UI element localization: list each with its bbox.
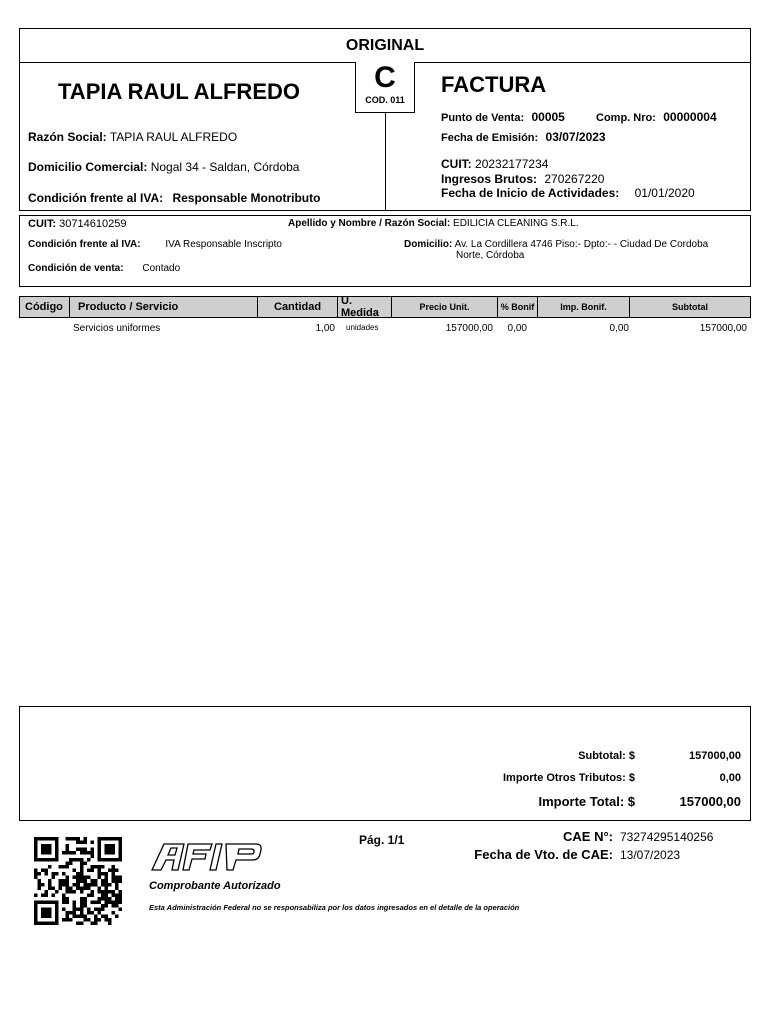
vertical-divider xyxy=(385,113,386,211)
punto-venta-value: 00005 xyxy=(531,110,565,124)
inicio-actividades xyxy=(441,186,695,200)
client-cuit-label: CUIT: xyxy=(28,218,57,230)
cae-label: CAE N°: xyxy=(563,829,613,844)
client-iva-value: IVA Responsable Inscripto xyxy=(165,239,282,250)
otros-tributos-label: Importe Otros Tributos: $ xyxy=(502,772,635,784)
client-cuit-value: 30714610259 xyxy=(59,218,127,230)
punto-venta-label: Punto de Venta: xyxy=(441,112,525,124)
client-box xyxy=(19,215,751,287)
totals-box xyxy=(19,706,751,821)
comp-nro-value: 00000004 xyxy=(663,110,717,124)
subtotal-label: Subtotal: $ xyxy=(578,750,635,762)
subtotal-value: 157000,00 xyxy=(689,750,741,762)
client-cuit xyxy=(28,218,126,230)
cae-value: 73274295140256 xyxy=(620,830,714,844)
cuit-value: 20232177234 xyxy=(475,157,549,171)
fecha-emision xyxy=(441,130,606,144)
client-nombre-value: EDILICIA CLEANING S.R.L. xyxy=(453,218,579,229)
iva-value: Responsable Monotributo xyxy=(172,191,321,205)
col-precio: Precio Unit. xyxy=(392,297,498,317)
row-producto: Servicios uniformes xyxy=(73,323,161,334)
total-value: 157000,00 xyxy=(679,794,741,809)
col-bonif-pct: % Bonif xyxy=(498,297,538,317)
col-codigo: Código xyxy=(20,297,70,317)
issuer-domicilio xyxy=(28,160,299,174)
page-number: Pág. 1/1 xyxy=(359,833,405,847)
afip-logo xyxy=(150,842,265,872)
table-row xyxy=(19,322,751,336)
disclaimer: Esta Administración Federal no se responsabiliza por los datos ingresados en el detalle de la operación xyxy=(149,903,520,912)
invoice-title: FACTURA xyxy=(441,72,547,97)
issuer-iva xyxy=(28,191,320,205)
col-cantidad: Cantidad xyxy=(258,297,338,317)
client-nombre-label: Apellido y Nombre / Razón Social: xyxy=(288,218,451,229)
row-bonif-imp: 0,00 xyxy=(609,323,629,334)
issuer-cuit xyxy=(441,157,548,171)
razon-social-value: TAPIA RAUL ALFREDO xyxy=(109,130,238,144)
comprobante-autorizado: Comprobante Autorizado xyxy=(149,880,281,892)
row-cantidad: 1,00 xyxy=(315,323,335,334)
client-venta-label: Condición de venta: xyxy=(28,263,124,274)
razon-social-label: Razón Social: xyxy=(28,130,107,144)
client-iva xyxy=(28,239,282,250)
otros-tributos-value: 0,00 xyxy=(719,772,741,784)
domicilio-label: Domicilio Comercial: xyxy=(28,160,148,174)
afip-logo-icon xyxy=(150,842,265,872)
client-domicilio-line1: Av. La Cordillera 4746 Piso:- Dpto:- - Ciudad De Cordoba xyxy=(454,239,709,250)
row-subtotal: 157000,00 xyxy=(699,323,747,334)
punto-venta xyxy=(441,110,565,124)
ingresos-value: 270267220 xyxy=(544,172,605,186)
invoice-type-box xyxy=(355,62,415,113)
invoice-letter: C xyxy=(374,61,396,94)
client-domicilio-line2: Norte, Córdoba xyxy=(456,250,525,261)
comp-nro xyxy=(596,110,717,124)
issuer-name: TAPIA RAUL ALFREDO xyxy=(58,79,300,104)
iva-label: Condición frente al IVA: xyxy=(28,191,164,205)
client-domicilio-label: Domicilio: xyxy=(404,239,453,250)
inicio-label: Fecha de Inicio de Actividades: xyxy=(441,186,620,200)
ingresos-label: Ingresos Brutos: xyxy=(441,172,538,186)
ingresos-brutos xyxy=(441,172,604,186)
client-iva-label: Condición frente al IVA: xyxy=(28,239,141,250)
col-producto: Producto / Servicio xyxy=(70,297,258,317)
client-nombre xyxy=(288,218,579,229)
row-precio: 157000,00 xyxy=(445,323,493,334)
col-bonif-imp: Imp. Bonif. xyxy=(538,297,630,317)
row-bonif-pct: 0,00 xyxy=(507,323,527,334)
domicilio-value: Nogal 34 - Saldan, Córdoba xyxy=(150,160,300,174)
table-header xyxy=(19,296,751,318)
col-subtotal: Subtotal xyxy=(672,302,708,312)
invoice-code: COD. 011 xyxy=(365,95,405,105)
client-venta xyxy=(28,263,180,274)
cae-vto-value: 13/07/2023 xyxy=(620,848,681,862)
col-medida: U. Medida xyxy=(338,297,392,317)
fecha-emision-value: 03/07/2023 xyxy=(545,130,606,144)
fecha-emision-label: Fecha de Emisión: xyxy=(441,132,539,144)
comp-nro-label: Comp. Nro: xyxy=(596,112,656,124)
client-domicilio xyxy=(404,239,749,261)
row-medida: unidades xyxy=(346,323,379,332)
client-venta-value: Contado xyxy=(142,263,181,274)
original-label: ORIGINAL xyxy=(345,37,425,54)
cuit-label: CUIT: xyxy=(441,157,472,171)
qr-code xyxy=(32,837,124,925)
issuer-razon-social xyxy=(28,130,237,144)
invoice-header xyxy=(19,28,751,211)
inicio-value: 01/01/2020 xyxy=(634,186,695,200)
total-label: Importe Total: $ xyxy=(538,794,635,809)
cae-vto-label: Fecha de Vto. de CAE: xyxy=(474,847,613,862)
